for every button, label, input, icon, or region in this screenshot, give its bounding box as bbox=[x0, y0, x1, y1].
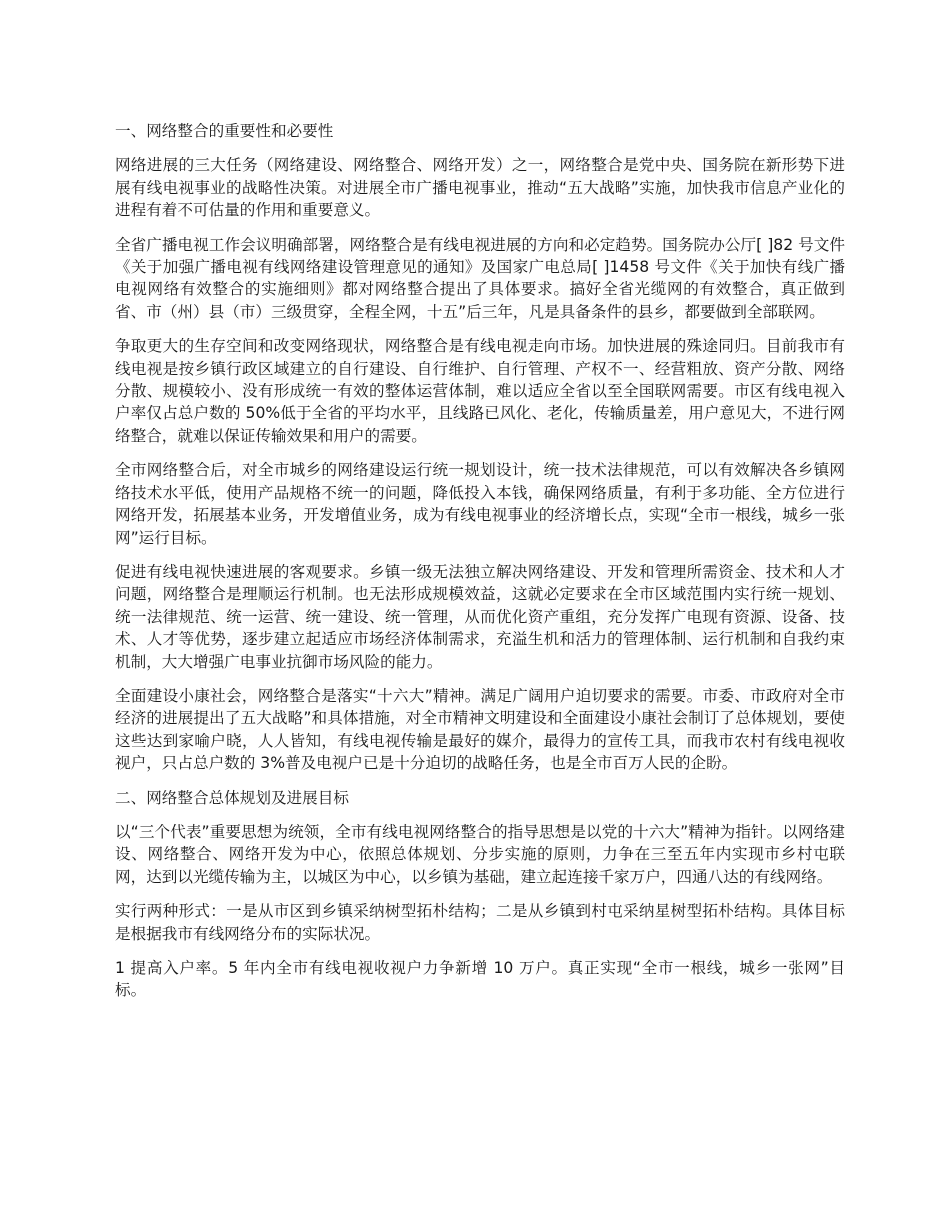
paragraph: 实行两种形式：一是从市区到乡镇采纳树型拓朴结构；二是从乡镇到村屯采纳星树型拓朴结构。具体目标是根据我市有线网络分布的实际状况。 bbox=[115, 902, 845, 943]
paragraph: 全面建设小康社会，网络整合是落实“十六大”精神。满足广阔用户迫切要求的需要。市委、市政府对全市经济的进展提出了五大战略”和具体措施，对全市精神文明建设和全面建设小康社会制订了总体规划，要使这些达到家喻户晓，人人皆知，有线电视传输是最好的媒介，最得力的宣传工具，而我市农村有线电视收视户，只占总户数的 3%普及电视户已是十分迫切的战略任务，也是全市百万人民的企盼。 bbox=[115, 686, 845, 773]
paragraph: 全市网络整合后，对全市城乡的网络建设运行统一规划设计，统一技术法律规范，可以有效解决各乡镇网络技术水平低，使用产品规格不统一的问题，降低投入本钱，确保网络质量，有利于多功能、全方位进行网络开发，拓展基本业务，开发增值业务，成为有线电视事业的经济增长点，实现“全市一根线，城乡一张网”运行目标。 bbox=[115, 461, 845, 547]
document-body bbox=[115, 120, 845, 1014]
paragraph: 促进有线电视快速进展的客观要求。乡镇一级无法独立解决网络建设、开发和管理所需资金、技术和人才问题，网络整合是理顺运行机制。也无法形成规模效益，这就必定要求在全市区域范围内实行统一规划、统一法律规范、统一运营、统一建设、统一管理，从而优化资产重组，充分发挥广电现有资源、设备、技术、人才等优势，逐步建立起适应市场经济体制需求，充溢生机和活力的管理体制、运行机制和自我约束机制，大大增强广电事业抗御市场风险的能力。 bbox=[115, 562, 845, 671]
paragraph: 争取更大的生存空间和改变网络现状，网络整合是有线电视走向市场。加快进展的殊途同归。目前我市有线电视是按乡镇行政区域建立的自行建设、自行维护、自行管理、产权不一、经营粗放、资产分散、网络分散、规模较小、没有形成统一有效的整体运营体制，难以适应全省以至全国联网需要。市区有线电视入户率仅占总户数的 50%低于全省的平均水平，且线路已风化、老化，传输质量差，用户意见大，不进行网络整合，就难以保证传输效果和用户的需要。 bbox=[115, 337, 845, 445]
paragraph: 全省广播电视工作会议明确部署，网络整合是有线电视进展的方向和必定趋势。国务院办公厅[ ]82 号文件《关于加强广播电视有线网络建设管理意见的通知》及国家广电总局[ ]1458 号文件《关于加快有线广播电视网络有效整合的实施细则》都对网络整合提出了具体要求。搞好全省光缆网的有效整合，真正做到省、市（州）县（市）三级贯穿，全程全网，十五”后三年，凡是具备条件的县乡，都要做到全部联网。 bbox=[115, 235, 845, 321]
paragraph: 1 提高入户率。5 年内全市有线电视收视户力争新增 10 万户。真正实现“全市一根线，城乡一张网”目标。 bbox=[115, 959, 845, 1000]
section-heading-1: 一、网络整合的重要性和必要性 bbox=[115, 122, 334, 140]
section-heading-2: 二、网络整合总体规划及进展目标 bbox=[115, 788, 349, 807]
paragraph: 以“三个代表”重要思想为统领，全市有线电视网络整合的指导思想是以党的十六大”精神为指针。以网络建设、网络整合、网络开发为中心，依照总体规划、分步实施的原则，力争在三至五年内实现市乡村屯联网，达到以光缆传输为主，以城区为中心，以乡镇为基础，建立起连接千家万户，四通八达的有线网络。 bbox=[115, 822, 845, 886]
paragraph: 网络进展的三大任务（网络建设、网络整合、网络开发）之一，网络整合是党中央、国务院在新形势下进展有线电视事业的战略性决策。对进展全市广播电视事业，推动“五大战略”实施，加快我市信息产业化的进程有着不可估量的作用和重要意义。 bbox=[115, 156, 845, 220]
